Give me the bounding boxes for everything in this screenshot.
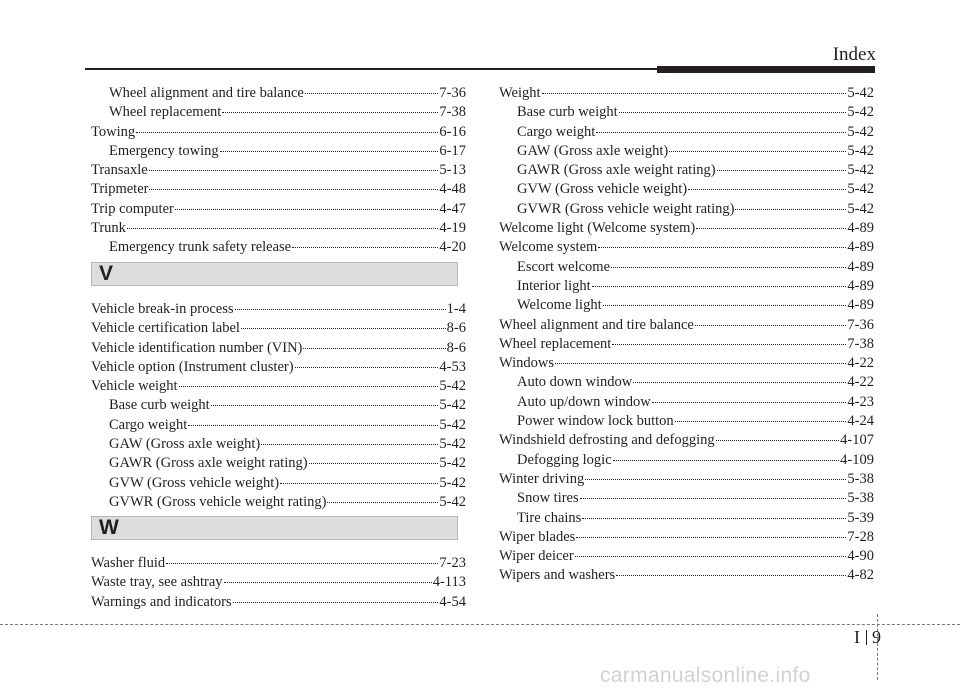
- dot-leader: [695, 324, 847, 326]
- index-entry: [91, 84, 466, 103]
- index-entry: [499, 393, 874, 412]
- index-entry-text: GAWR (Gross axle weight rating): [517, 162, 716, 179]
- index-entry-text: Tire chains: [517, 509, 582, 526]
- section-header-v: [91, 262, 458, 286]
- index-entry-text: Cargo weight: [109, 416, 188, 433]
- index-entry: [499, 219, 874, 238]
- dot-leader: [292, 246, 438, 248]
- dot-leader: [619, 111, 847, 113]
- watermark: carmanualsonline.info: [600, 664, 811, 687]
- index-entry: [91, 238, 466, 257]
- index-entry-text: GVWR (Gross vehicle weight rating): [109, 493, 327, 510]
- right-column: [499, 84, 874, 586]
- dot-leader: [222, 111, 438, 113]
- index-entry-text: Power window lock button: [517, 413, 674, 430]
- dot-leader: [717, 169, 847, 171]
- index-entry-text: Trunk: [91, 220, 126, 237]
- index-entry-text: Welcome system: [499, 239, 598, 256]
- index-entry: [499, 566, 874, 585]
- index-entry: [499, 142, 874, 161]
- index-entry: [499, 451, 874, 470]
- dot-leader: [261, 443, 438, 445]
- index-entry: [91, 396, 466, 415]
- dot-leader: [179, 385, 439, 387]
- index-entry-page: 5-38: [847, 490, 874, 507]
- index-entry-text: Wheel replacement: [109, 104, 222, 121]
- index-entry-page: 7-23: [439, 555, 466, 571]
- dot-leader: [166, 562, 438, 564]
- index-entry: [91, 161, 466, 180]
- dot-leader: [295, 366, 439, 368]
- left-column-v: [91, 300, 466, 512]
- dot-leader: [188, 424, 438, 426]
- index-entry: [91, 103, 466, 122]
- index-entry-page: 4-89: [847, 277, 874, 294]
- index-entry: [499, 180, 874, 199]
- index-entry-text: Wheel replacement: [499, 335, 612, 352]
- index-entry: [499, 84, 874, 103]
- left-column-w: [91, 554, 466, 612]
- index-entry-page: 5-42: [847, 142, 874, 159]
- index-entry-text: Washer fluid: [91, 555, 166, 571]
- left-column-top: [91, 84, 466, 258]
- index-entry-page: 7-38: [847, 335, 874, 352]
- dot-leader: [611, 266, 846, 268]
- index-entry-page: 4-19: [439, 220, 466, 237]
- index-entry-page: 5-42: [439, 493, 466, 510]
- index-entry: [499, 316, 874, 335]
- dot-leader: [652, 401, 847, 403]
- dot-leader: [280, 482, 438, 484]
- dot-leader: [716, 439, 839, 441]
- index-entry-page: 5-39: [847, 509, 874, 526]
- index-entry-page: 5-42: [847, 85, 874, 101]
- index-entry: [499, 296, 874, 315]
- dot-leader: [233, 601, 439, 603]
- index-entry-page: 6-16: [439, 123, 466, 140]
- header-bar: [657, 66, 875, 73]
- index-entry-page: 5-42: [847, 104, 874, 121]
- index-entry-page: 7-36: [439, 85, 466, 101]
- dot-leader: [241, 327, 446, 329]
- index-entry-page: 8-6: [446, 339, 466, 356]
- index-entry: [91, 142, 466, 161]
- index-entry-text: Wiper blades: [499, 528, 576, 545]
- index-entry-text: Vehicle identification number (VIN): [91, 339, 303, 356]
- index-entry-text: Auto down window: [517, 374, 633, 391]
- index-entry-text: Cargo weight: [517, 123, 596, 140]
- index-entry: [91, 339, 466, 358]
- dot-leader: [596, 131, 846, 133]
- index-entry-text: Auto up/down window: [517, 393, 651, 410]
- index-entry-page: 4-54: [439, 593, 466, 610]
- dot-leader: [696, 227, 846, 229]
- index-entry-page: 7-38: [439, 104, 466, 121]
- index-entry-text: Snow tires: [517, 490, 579, 507]
- index-entry-text: Wipers and washers: [499, 567, 616, 584]
- index-entry-text: Escort welcome: [517, 258, 611, 275]
- dot-leader: [127, 227, 438, 229]
- index-entry-text: Weight: [499, 85, 541, 101]
- index-entry-text: GVWR (Gross vehicle weight rating): [517, 200, 735, 217]
- index-entry-page: 6-17: [439, 142, 466, 159]
- index-entry-text: GAWR (Gross axle weight rating): [109, 455, 308, 472]
- dot-leader: [220, 150, 439, 152]
- index-entry-text: GVW (Gross vehicle weight): [517, 181, 688, 198]
- index-entry-page: 4-113: [432, 574, 466, 591]
- index-entry: [91, 493, 466, 512]
- index-entry-page: 5-42: [439, 378, 466, 395]
- index-entry-page: 5-42: [847, 181, 874, 198]
- index-entry-page: 5-42: [439, 436, 466, 453]
- footer-chapter: I: [854, 627, 860, 647]
- index-entry: [499, 161, 874, 180]
- index-entry-page: 4-109: [840, 451, 874, 468]
- index-entry-page: 5-42: [847, 200, 874, 217]
- dot-leader: [735, 208, 846, 210]
- dot-leader: [327, 501, 438, 503]
- index-entry-page: 4-22: [847, 374, 874, 391]
- index-entry: [91, 435, 466, 454]
- index-entry-page: 4-23: [847, 393, 874, 410]
- index-entry-page: 4-89: [847, 258, 874, 275]
- index-entry-text: Vehicle weight: [91, 378, 178, 395]
- dot-leader: [305, 92, 439, 94]
- index-entry-text: Vehicle break-in process: [91, 301, 234, 317]
- dot-leader: [211, 404, 439, 406]
- index-entry-text: Wiper deicer: [499, 548, 574, 565]
- index-entry-text: Trip computer: [91, 200, 174, 217]
- index-entry: [499, 528, 874, 547]
- index-entry-text: Base curb weight: [109, 397, 210, 414]
- index-entry-page: 5-38: [847, 470, 874, 487]
- index-entry: [499, 258, 874, 277]
- dot-leader: [175, 208, 439, 210]
- index-entry: [91, 377, 466, 396]
- index-entry: [499, 431, 874, 450]
- index-entry: [499, 354, 874, 373]
- dot-leader: [675, 420, 847, 422]
- index-entry-page: 4-107: [840, 432, 874, 449]
- dot-leader: [603, 304, 847, 306]
- index-entry: [91, 593, 466, 612]
- index-entry-page: 4-20: [439, 239, 466, 256]
- index-entry-page: 5-42: [439, 397, 466, 414]
- index-entry-text: Vehicle option (Instrument cluster): [91, 358, 294, 375]
- index-entry-page: 4-47: [439, 200, 466, 217]
- index-entry-page: 4-53: [439, 358, 466, 375]
- index-entry-text: GAW (Gross axle weight): [109, 436, 261, 453]
- index-entry: [499, 277, 874, 296]
- index-entry-text: Wheel alignment and tire balance: [109, 85, 304, 101]
- index-entry-text: Welcome light (Welcome system): [499, 220, 696, 237]
- index-entry-text: Warnings and indicators: [91, 593, 232, 610]
- index-entry-text: GVW (Gross vehicle weight): [109, 474, 280, 491]
- index-entry-text: GAW (Gross axle weight): [517, 142, 669, 159]
- dot-leader: [669, 150, 846, 152]
- index-entry-text: Emergency trunk safety release: [109, 239, 292, 256]
- section-header-w: [91, 516, 458, 540]
- index-entry: [91, 454, 466, 473]
- dot-leader: [149, 169, 439, 171]
- index-entry: [91, 180, 466, 199]
- index-entry: [91, 573, 466, 592]
- index-entry: [499, 470, 874, 489]
- index-entry: [91, 319, 466, 338]
- dot-leader: [303, 347, 445, 349]
- dot-leader: [224, 581, 432, 583]
- dot-leader: [575, 555, 847, 557]
- index-entry-page: 4-48: [439, 181, 466, 198]
- index-entry: [499, 412, 874, 431]
- index-entry-page: 4-89: [847, 297, 874, 314]
- index-entry: [91, 358, 466, 377]
- index-entry-page: 4-89: [847, 220, 874, 237]
- index-entry-page: 5-13: [439, 162, 466, 179]
- index-entry: [91, 219, 466, 238]
- index-entry-page: 5-42: [439, 474, 466, 491]
- dot-leader: [592, 285, 847, 287]
- index-entry: [499, 238, 874, 257]
- index-entry-text: Windows: [499, 355, 554, 372]
- index-entry-text: Base curb weight: [517, 104, 618, 121]
- dot-leader: [598, 246, 846, 248]
- section-letter-w: W: [99, 516, 119, 539]
- footer-separator: [866, 630, 867, 645]
- dot-leader: [235, 308, 446, 310]
- index-entry-page: 4-82: [847, 567, 874, 584]
- dot-leader: [136, 131, 438, 133]
- dot-leader: [633, 381, 846, 383]
- index-entry: [91, 416, 466, 435]
- section-letter-v: V: [99, 262, 114, 285]
- footer-crop-line: [0, 624, 960, 625]
- index-entry-page: 5-42: [439, 455, 466, 472]
- dot-leader: [585, 478, 846, 480]
- index-entry-text: Transaxle: [91, 162, 148, 179]
- index-entry-text: Interior light: [517, 277, 591, 294]
- index-entry-page: 5-42: [439, 416, 466, 433]
- index-entry: [91, 200, 466, 219]
- index-entry-page: 7-36: [847, 316, 874, 333]
- index-entry-text: Emergency towing: [109, 142, 219, 159]
- index-entry: [499, 335, 874, 354]
- index-entry-text: Winter driving: [499, 470, 585, 487]
- index-entry-page: 4-22: [847, 355, 874, 372]
- dot-leader: [576, 536, 846, 538]
- index-entry: [499, 103, 874, 122]
- index-entry-page: 8-6: [446, 320, 466, 337]
- dot-leader: [582, 517, 846, 519]
- index-entry-page: 5-42: [847, 162, 874, 179]
- dot-leader: [149, 188, 438, 190]
- index-entry: [499, 123, 874, 142]
- index-entry: [499, 200, 874, 219]
- index-entry-text: Windshield defrosting and defogging: [499, 432, 715, 449]
- footer-page-number: 9: [872, 627, 881, 647]
- index-entry-text: Defogging logic: [517, 451, 612, 468]
- index-entry-text: Waste tray, see ashtray: [91, 574, 223, 591]
- dot-leader: [555, 362, 846, 364]
- dot-leader: [580, 497, 847, 499]
- index-entry-text: Vehicle certification label: [91, 320, 240, 337]
- dot-leader: [612, 343, 846, 345]
- dot-leader: [309, 462, 439, 464]
- index-entry-page: 4-90: [847, 548, 874, 565]
- index-entry-text: Tripmeter: [91, 181, 149, 198]
- index-entry-text: Towing: [91, 123, 136, 140]
- index-entry-page: 7-28: [847, 528, 874, 545]
- index-entry: [91, 300, 466, 319]
- index-entry-page: 4-89: [847, 239, 874, 256]
- index-entry-page: 4-24: [847, 413, 874, 430]
- index-entry: [91, 554, 466, 573]
- index-entry: [499, 489, 874, 508]
- index-entry-text: Welcome light: [517, 297, 602, 314]
- index-entry: [91, 474, 466, 493]
- index-entry: [499, 373, 874, 392]
- index-entry-page: 1-4: [446, 301, 466, 317]
- dot-leader: [616, 574, 846, 576]
- index-entry-text: Wheel alignment and tire balance: [499, 316, 694, 333]
- index-entry-page: 5-42: [847, 123, 874, 140]
- index-entry: [499, 547, 874, 566]
- page-header-title: Index: [832, 44, 876, 65]
- dot-leader: [613, 459, 840, 461]
- dot-leader: [542, 92, 847, 94]
- dot-leader: [688, 188, 846, 190]
- index-entry: [91, 123, 466, 142]
- index-entry: [499, 509, 874, 528]
